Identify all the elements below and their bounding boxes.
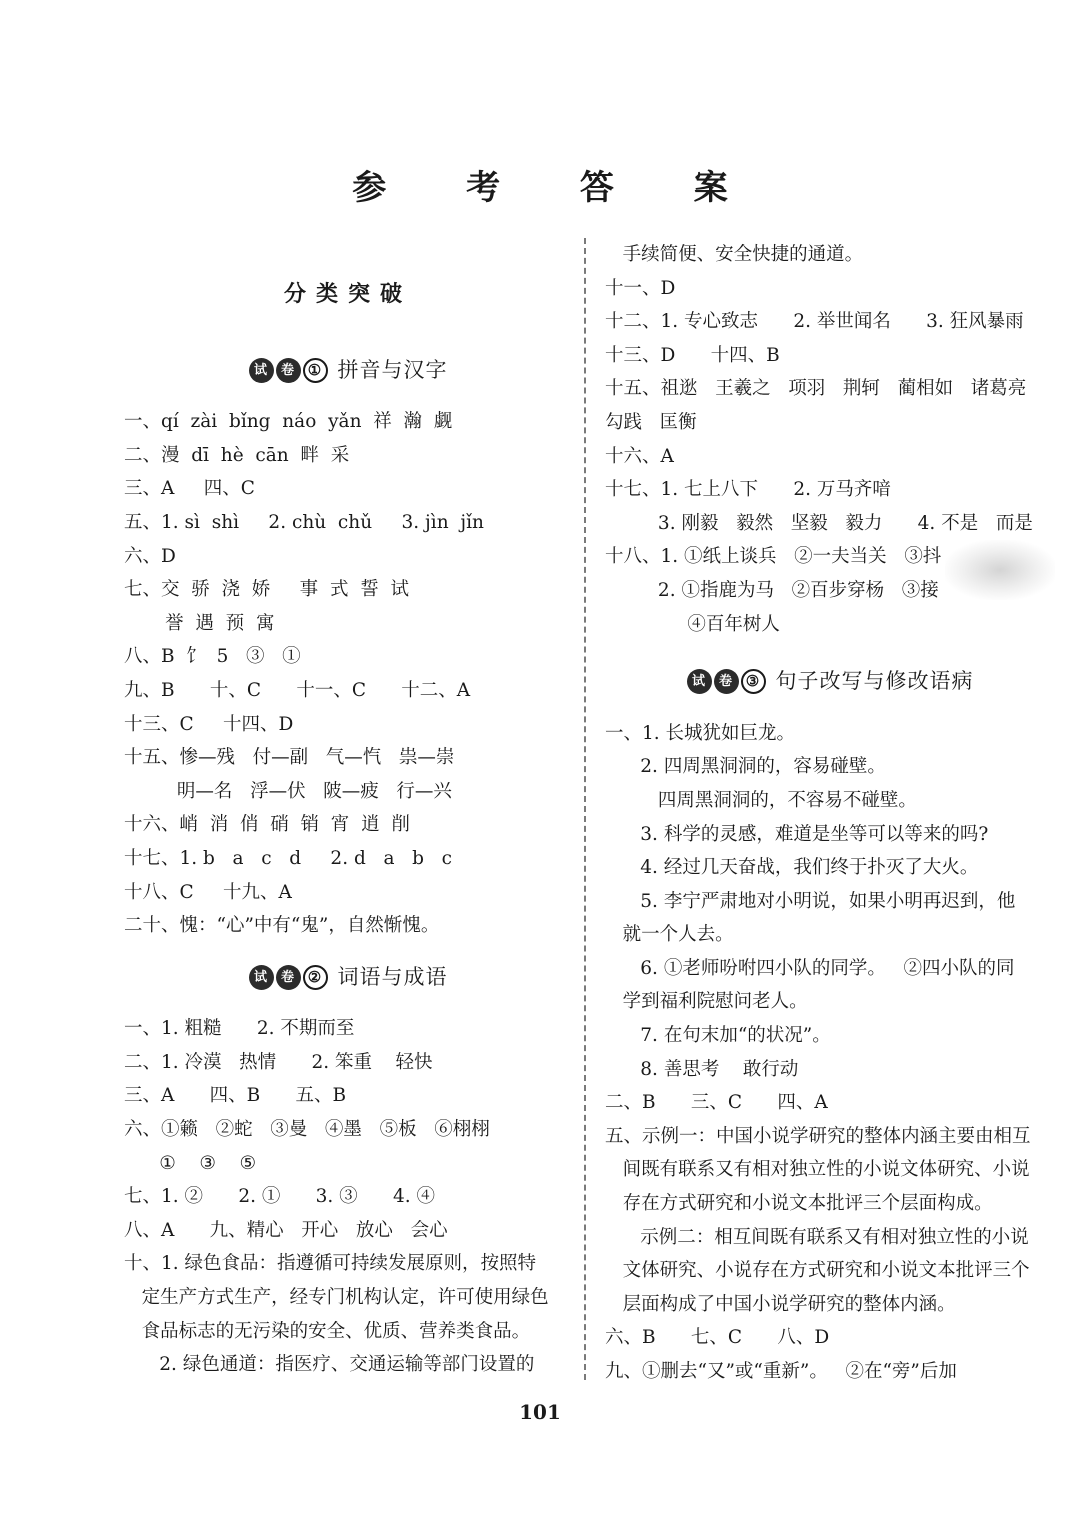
- section-title: 分类突破: [283, 281, 412, 307]
- answer-line: 六、①籁 ②蛇 ③曼 ④墨 ⑤板 ⑥栩栩: [124, 1119, 490, 1141]
- test-heading-1: [124, 354, 572, 388]
- left-column: [124, 238, 572, 1382]
- answer-line: 就一个人去。: [605, 924, 734, 946]
- answer-line: 三、A 四、C: [124, 478, 255, 500]
- answer-line: 十七、1. 七上八下 2. 万马齐喑: [605, 479, 891, 501]
- answer-line: 勾践 匡衡: [605, 411, 697, 433]
- answer-line: 七、1. ② 2. ① 3. ③ 4. ④: [124, 1186, 435, 1208]
- answer-line: 定生产方式生产，经专门机构认定，许可使用绿色: [124, 1287, 549, 1309]
- page-title: 参 考 答 案: [352, 168, 762, 208]
- answer-line: 六、B 七、C 八、D: [605, 1327, 830, 1349]
- test-badge: 试 卷 ②: [249, 965, 330, 990]
- answer-line: 七、交 骄 浇 娇 事 式 誓 试: [124, 579, 409, 601]
- test-badge: 试 卷 ①: [249, 358, 330, 383]
- answer-line: 一、1. 粗糙 2. 不期而至: [124, 1018, 355, 1040]
- answer-line: 五、1. sì shì 2. chù chǔ 3. jìn jǐn: [124, 511, 484, 533]
- answer-line: 手续简便、安全快捷的通道。: [605, 244, 864, 265]
- answer-line: 二、B 三、C 四、A: [605, 1092, 828, 1114]
- answer-line: 十八、1. ①纸上谈兵 ②一夫当关 ③抖: [605, 546, 942, 568]
- answer-line: 十五、祖逖 王羲之 项羽 荆轲 蔺相如 诸葛亮: [605, 378, 1027, 400]
- answer-line: 二、漫 dī hè cān 畔 采: [124, 444, 350, 466]
- answer-line: 五、示例一：中国小说学研究的整体内涵主要由相互: [605, 1125, 1031, 1147]
- answer-line: 5. 李宁严肃地对小明说，如果小明再迟到，他: [605, 890, 1016, 912]
- answer-line: 2. 四周黑洞洞的，容易碰壁。: [605, 756, 886, 778]
- answer-list-2: [124, 1012, 572, 1382]
- test-heading-3: [605, 665, 1055, 699]
- answer-line: 3. 刚毅 毅然 坚毅 毅力 4. 不是 而是: [605, 512, 1033, 534]
- answer-line: 文体研究、小说存在方式研究和小说文本批评三个: [605, 1260, 1030, 1282]
- answer-line: ① ③ ⑤: [124, 1152, 257, 1174]
- answer-list-1: [124, 405, 572, 943]
- page-number: 101: [519, 1400, 561, 1424]
- answer-line: 二、1. 冷漠 热情 2. 笨重 轻快: [124, 1051, 433, 1073]
- answer-line: 学到福利院慰问老人。: [605, 991, 808, 1013]
- answer-line: 十五、惨—残 付—副 气—忾 祟—崇: [124, 747, 455, 769]
- answer-line: 十一、D: [605, 277, 676, 299]
- answer-line: 四周黑洞洞的，不容易不碰壁。: [605, 789, 917, 811]
- answer-line: 一、qí zài bǐng náo yǎn 祥 瀚 觑: [124, 411, 453, 433]
- answer-line: 食品标志的无污染的安全、优质、营养类食品。: [124, 1320, 531, 1342]
- answer-line: 誉 遇 预 寓: [124, 612, 275, 634]
- answer-line: ④百年树人: [605, 613, 780, 635]
- test-title: 词语与成语: [337, 964, 448, 989]
- answer-line: 间既有联系又有相对独立性的小说文体研究、小说: [605, 1159, 1030, 1181]
- answer-line: 8. 善思考 敢行动: [605, 1058, 799, 1080]
- answer-line: 十三、D 十四、B: [605, 344, 780, 366]
- print-smudge: [945, 540, 1055, 600]
- answer-line: 十、1. 绿色食品：指遵循可持续发展原则，按照特: [124, 1253, 537, 1275]
- answer-line: 九、B 十、C 十一、C 十二、A: [124, 679, 471, 701]
- answer-line: 十六、A: [605, 445, 674, 467]
- test-badge: 试 卷 ③: [687, 669, 768, 694]
- right-column: [605, 238, 1055, 1389]
- test-heading-2: [124, 961, 572, 995]
- test-title: 句子改写与修改语病: [775, 669, 974, 694]
- answer-line: 4. 经过几天奋战，我们终于扑灭了大火。: [605, 857, 979, 879]
- answer-line: 明—名 浮—伏 陂—疲 行—兴: [124, 780, 452, 802]
- answer-line: 八、A 九、精心 开心 放心 会心: [124, 1219, 448, 1241]
- answer-line: 一、1. 长城犹如巨龙。: [605, 722, 796, 744]
- answer-line: 二十、愧：“心”中有“鬼”，自然惭愧。: [124, 915, 440, 937]
- answer-line: 六、D: [124, 545, 176, 567]
- column-divider: [584, 238, 586, 1380]
- answer-line: 2. 绿色通道：指医疗、交通运输等部门设置的: [124, 1354, 535, 1376]
- answer-line: 层面构成了中国小说学研究的整体内涵。: [605, 1293, 956, 1315]
- answer-list-4: [605, 717, 1055, 1389]
- answer-line: 三、A 四、B 五、B: [124, 1085, 347, 1107]
- answer-line: 存在方式研究和小说文本批评三个层面构成。: [605, 1193, 993, 1215]
- answer-line: 十三、C 十四、D: [124, 713, 294, 735]
- answer-line: 十七、1. b a c d 2. d a b c: [124, 847, 452, 869]
- answer-line: 八、B 饣 5 ③ ①: [124, 646, 301, 668]
- answer-line: 九、①删去“又”或“重新”。 ②在“旁”后加: [605, 1361, 957, 1382]
- answer-line: 2. ①指鹿为马 ②百步穿杨 ③接: [605, 579, 939, 601]
- answer-line: 十六、峭 消 俏 硝 销 宵 逍 削: [124, 814, 410, 836]
- test-title: 拼音与汉字: [337, 357, 448, 382]
- answer-line: 十二、1. 专心致志 2. 举世闻名 3. 狂风暴雨: [605, 311, 1024, 333]
- answer-line: 7. 在句末加“的状况”。: [605, 1025, 831, 1047]
- answer-line: 3. 科学的灵感，难道是坐等可以等来的吗?: [605, 823, 989, 845]
- answer-line: 十八、C 十九、A: [124, 881, 292, 903]
- answer-line: 6. ①老师吩咐四小队的同学。 ②四小队的同: [605, 957, 1015, 979]
- answer-line: 示例二：相互间既有联系又有相对独立性的小说: [605, 1226, 1029, 1248]
